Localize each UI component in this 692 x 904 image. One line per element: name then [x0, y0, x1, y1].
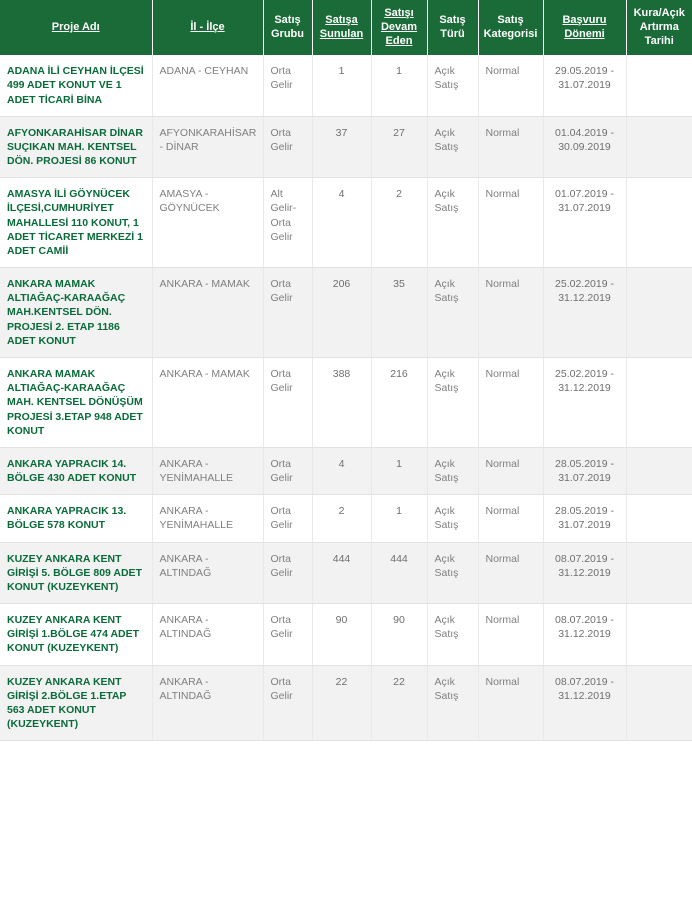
cell-basvuru-donemi: 25.02.2019 - 31.12.2019 [543, 268, 626, 358]
cell-satisi-devam-eden: 27 [371, 116, 427, 178]
cell-satis-grubu: Orta Gelir [263, 358, 312, 448]
sort-link-il-ilce[interactable]: İl - İlçe [190, 20, 225, 33]
cell-kura-tarihi [626, 447, 692, 494]
cell-satis-turu: Açık Satış [427, 604, 478, 666]
cell-satis-turu: Açık Satış [427, 268, 478, 358]
table-header-row [0, 0, 692, 55]
cell-il-ilce: ANKARA - MAMAK [152, 358, 263, 448]
column-header-satis-kategorisi [478, 0, 543, 55]
cell-satisa-sunulan: 1 [312, 55, 371, 116]
cell-satis-grubu: Orta Gelir [263, 116, 312, 178]
cell-il-ilce: ADANA - CEYHAN [152, 55, 263, 116]
table-row[interactable] [0, 447, 692, 494]
cell-satis-turu: Açık Satış [427, 116, 478, 178]
cell-satis-grubu: Alt Gelir-Orta Gelir [263, 178, 312, 268]
cell-satisa-sunulan: 206 [312, 268, 371, 358]
cell-satisi-devam-eden: 35 [371, 268, 427, 358]
cell-satis-grubu: Orta Gelir [263, 268, 312, 358]
cell-satis-kategorisi: Normal [478, 495, 543, 542]
cell-basvuru-donemi: 08.07.2019 - 31.12.2019 [543, 542, 626, 604]
cell-kura-tarihi [626, 178, 692, 268]
column-header-proje-adi[interactable] [0, 0, 152, 55]
cell-satis-grubu: Orta Gelir [263, 55, 312, 116]
cell-satisi-devam-eden: 90 [371, 604, 427, 666]
cell-satisa-sunulan: 4 [312, 447, 371, 494]
cell-proje-adi[interactable]: ADANA İLİ CEYHAN İLÇESİ 499 ADET KONUT VE 1 ADET TİCARİ BİNA [0, 55, 152, 116]
cell-satisi-devam-eden: 1 [371, 495, 427, 542]
cell-proje-adi[interactable]: KUZEY ANKARA KENT GİRİŞİ 1.BÖLGE 474 ADET KONUT (KUZEYKENT) [0, 604, 152, 666]
cell-proje-adi[interactable]: AMASYA İLİ GÖYNÜCEK İLÇESİ,CUMHURİYET MAHALLESİ 110 KONUT, 1 ADET TİCARET MERKEZİ 1 ADET CAMİİ [0, 178, 152, 268]
label-satis-kategorisi: Satış Kategorisi [483, 13, 538, 40]
table-row[interactable] [0, 358, 692, 448]
cell-kura-tarihi [626, 358, 692, 448]
column-header-kura-acik-artirma-tarihi [626, 0, 692, 55]
cell-kura-tarihi [626, 604, 692, 666]
cell-satisi-devam-eden: 216 [371, 358, 427, 448]
cell-satisa-sunulan: 444 [312, 542, 371, 604]
table-row[interactable] [0, 604, 692, 666]
cell-satisi-devam-eden: 2 [371, 178, 427, 268]
column-header-satis-turu [427, 0, 478, 55]
table-row[interactable] [0, 55, 692, 116]
cell-basvuru-donemi: 08.07.2019 - 31.12.2019 [543, 665, 626, 741]
cell-satis-grubu: Orta Gelir [263, 447, 312, 494]
cell-proje-adi[interactable]: ANKARA YAPRACIK 13. BÖLGE 578 KONUT [0, 495, 152, 542]
cell-basvuru-donemi: 01.04.2019 - 30.09.2019 [543, 116, 626, 178]
cell-kura-tarihi [626, 665, 692, 741]
cell-il-ilce: ANKARA - ALTINDAĞ [152, 604, 263, 666]
cell-basvuru-donemi: 08.07.2019 - 31.12.2019 [543, 604, 626, 666]
cell-il-ilce: AFYONKARAHİSAR - DİNAR [152, 116, 263, 178]
cell-satis-kategorisi: Normal [478, 178, 543, 268]
cell-satisa-sunulan: 22 [312, 665, 371, 741]
cell-satis-kategorisi: Normal [478, 542, 543, 604]
cell-kura-tarihi [626, 542, 692, 604]
cell-satis-kategorisi: Normal [478, 604, 543, 666]
cell-satis-turu: Açık Satış [427, 358, 478, 448]
sort-link-proje-adi[interactable]: Proje Adı [51, 20, 100, 33]
cell-satisa-sunulan: 388 [312, 358, 371, 448]
label-satis-turu: Satış Türü [439, 13, 466, 40]
table-row[interactable] [0, 116, 692, 178]
table-row[interactable] [0, 268, 692, 358]
cell-satisa-sunulan: 2 [312, 495, 371, 542]
label-satis-grubu: Satış Grubu [271, 13, 304, 40]
cell-proje-adi[interactable]: ANKARA MAMAK ALTIAĞAÇ-KARAAĞAÇ MAH. KENTSEL DÖNÜŞÜM PROJESİ 3.ETAP 948 ADET KONUT [0, 358, 152, 448]
cell-satis-grubu: Orta Gelir [263, 604, 312, 666]
cell-satis-turu: Açık Satış [427, 447, 478, 494]
cell-satis-grubu: Orta Gelir [263, 495, 312, 542]
cell-satisi-devam-eden: 1 [371, 55, 427, 116]
cell-il-ilce: AMASYA - GÖYNÜCEK [152, 178, 263, 268]
column-header-satisi-devam-eden[interactable] [371, 0, 427, 55]
cell-proje-adi[interactable]: KUZEY ANKARA KENT GİRİŞİ 2.BÖLGE 1.ETAP 563 ADET KONUT (KUZEYKENT) [0, 665, 152, 741]
sort-link-satisa-sunulan[interactable]: Satışa Sunulan [319, 13, 364, 40]
cell-satis-grubu: Orta Gelir [263, 665, 312, 741]
cell-kura-tarihi [626, 268, 692, 358]
column-header-il-ilce[interactable] [152, 0, 263, 55]
cell-satis-kategorisi: Normal [478, 268, 543, 358]
label-kura-acik-artirma-tarihi: Kura/Açık Artırma Tarihi [633, 7, 685, 47]
cell-satis-grubu: Orta Gelir [263, 542, 312, 604]
table-header [0, 0, 692, 55]
cell-basvuru-donemi: 28.05.2019 - 31.07.2019 [543, 447, 626, 494]
cell-il-ilce: ANKARA - YENİMAHALLE [152, 495, 263, 542]
cell-basvuru-donemi: 28.05.2019 - 31.07.2019 [543, 495, 626, 542]
cell-satis-turu: Açık Satış [427, 665, 478, 741]
cell-basvuru-donemi: 29.05.2019 - 31.07.2019 [543, 55, 626, 116]
table-body [0, 55, 692, 741]
cell-proje-adi[interactable]: ANKARA MAMAK ALTIAĞAÇ-KARAAĞAÇ MAH.KENTSEL DÖN. PROJESİ 2. ETAP 1186 ADET KONUT [0, 268, 152, 358]
cell-satisi-devam-eden: 22 [371, 665, 427, 741]
cell-satis-turu: Açık Satış [427, 495, 478, 542]
cell-satisa-sunulan: 90 [312, 604, 371, 666]
cell-il-ilce: ANKARA - ALTINDAĞ [152, 542, 263, 604]
cell-satis-turu: Açık Satış [427, 542, 478, 604]
cell-kura-tarihi [626, 495, 692, 542]
table-row[interactable] [0, 542, 692, 604]
cell-basvuru-donemi: 25.02.2019 - 31.12.2019 [543, 358, 626, 448]
cell-proje-adi[interactable]: AFYONKARAHİSAR DİNAR SUÇIKAN MAH. KENTSEL DÖN. PROJESİ 86 KONUT [0, 116, 152, 178]
sort-link-basvuru-donemi[interactable]: Başvuru Dönemi [562, 13, 607, 40]
table-row[interactable] [0, 495, 692, 542]
cell-il-ilce: ANKARA - ALTINDAĞ [152, 665, 263, 741]
cell-satis-kategorisi: Normal [478, 665, 543, 741]
cell-kura-tarihi [626, 116, 692, 178]
cell-kura-tarihi [626, 55, 692, 116]
cell-il-ilce: ANKARA - MAMAK [152, 268, 263, 358]
column-header-satis-grubu [263, 0, 312, 55]
cell-satisa-sunulan: 4 [312, 178, 371, 268]
cell-satis-kategorisi: Normal [478, 358, 543, 448]
cell-satis-turu: Açık Satış [427, 178, 478, 268]
table-row[interactable] [0, 665, 692, 741]
sort-link-satisi-devam-eden[interactable]: Satışı Devam Eden [380, 7, 418, 47]
cell-basvuru-donemi: 01.07.2019 - 31.07.2019 [543, 178, 626, 268]
cell-satisi-devam-eden: 1 [371, 447, 427, 494]
column-header-basvuru-donemi[interactable] [543, 0, 626, 55]
cell-proje-adi[interactable]: KUZEY ANKARA KENT GİRİŞİ 5. BÖLGE 809 ADET KONUT (KUZEYKENT) [0, 542, 152, 604]
cell-proje-adi[interactable]: ANKARA YAPRACIK 14. BÖLGE 430 ADET KONUT [0, 447, 152, 494]
cell-satis-kategorisi: Normal [478, 116, 543, 178]
cell-il-ilce: ANKARA - YENİMAHALLE [152, 447, 263, 494]
cell-satis-kategorisi: Normal [478, 447, 543, 494]
cell-satisa-sunulan: 37 [312, 116, 371, 178]
cell-satis-turu: Açık Satış [427, 55, 478, 116]
cell-satis-kategorisi: Normal [478, 55, 543, 116]
cell-satisi-devam-eden: 444 [371, 542, 427, 604]
column-header-satisa-sunulan[interactable] [312, 0, 371, 55]
table-row[interactable] [0, 178, 692, 268]
